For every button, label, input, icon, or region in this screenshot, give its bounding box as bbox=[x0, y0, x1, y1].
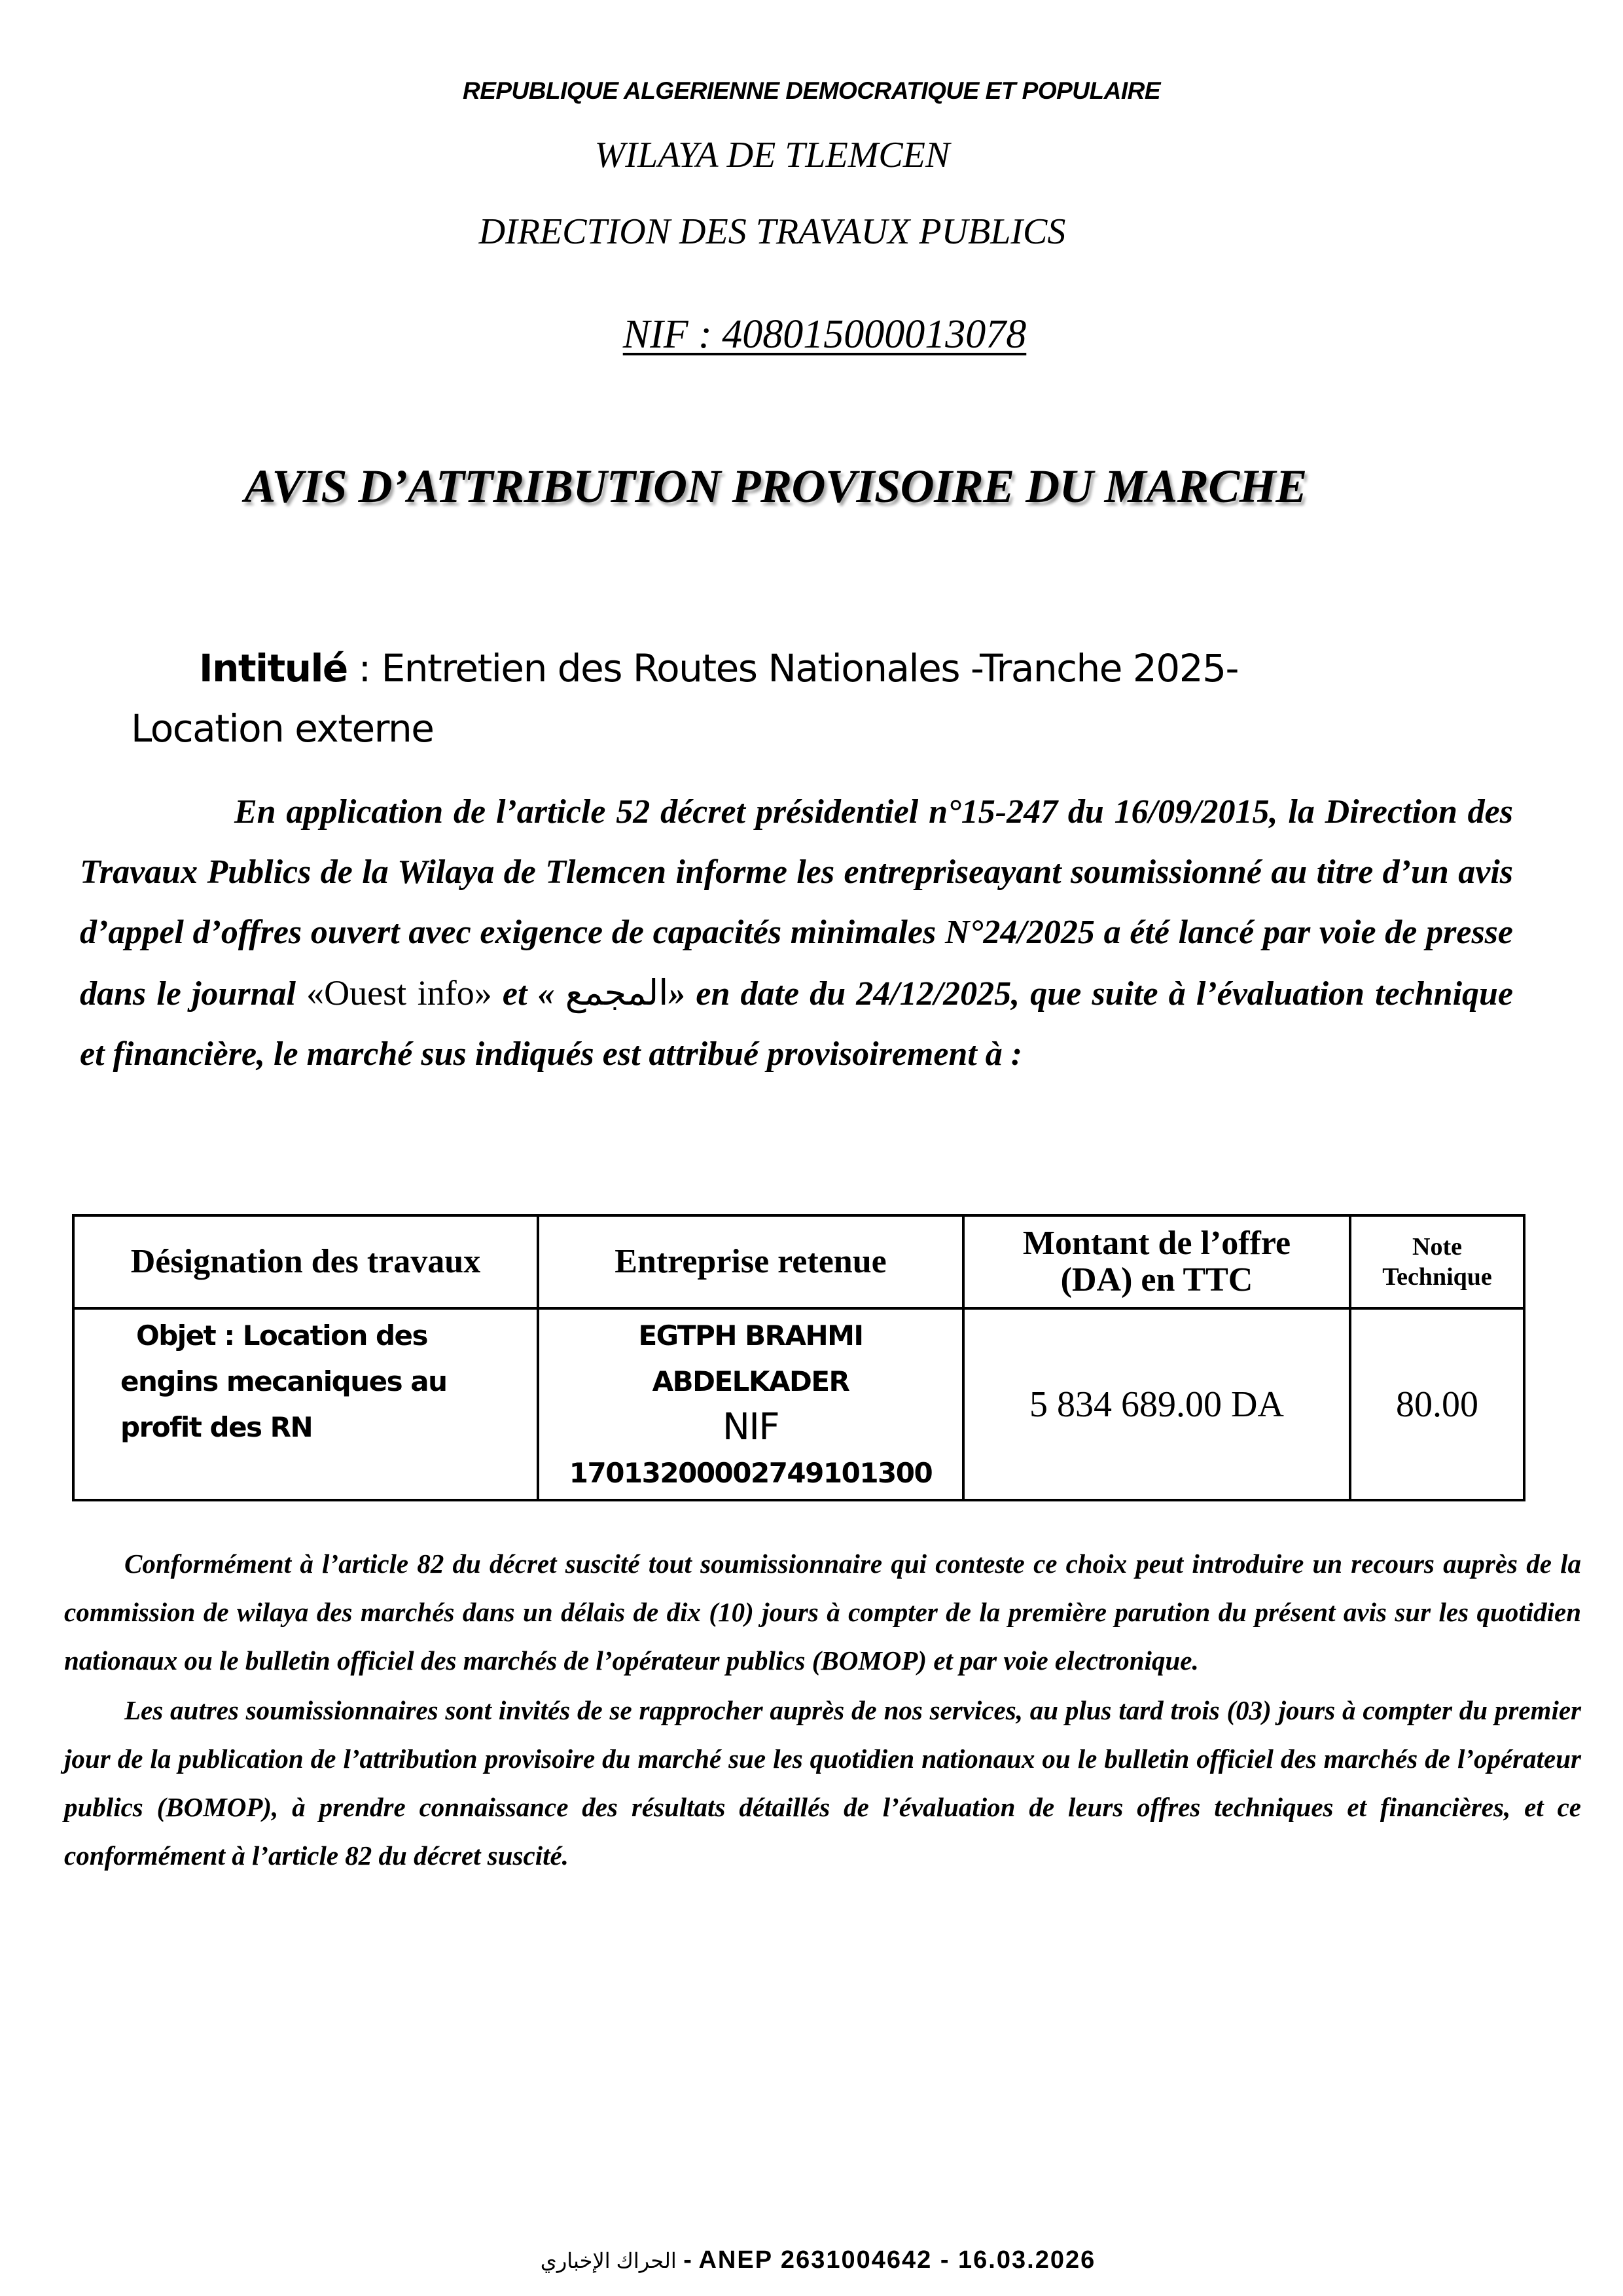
designation-line-1: Objet : Location des bbox=[136, 1319, 428, 1352]
wilaya-header: WILAYA DE TLEMCEN bbox=[594, 135, 950, 175]
header-entreprise: Entreprise retenue bbox=[538, 1215, 963, 1308]
table-header-row bbox=[73, 1215, 1524, 1308]
entreprise-line-1: EGTPH BRAHMI bbox=[638, 1319, 863, 1352]
intro-paragraph bbox=[80, 782, 1513, 1085]
direction-header: DIRECTION DES TRAVAUX PUBLICS bbox=[478, 211, 1066, 252]
header-montant-line-2: (DA) en TTC bbox=[1060, 1261, 1253, 1299]
recours-paragraph bbox=[64, 1539, 1581, 1685]
republic-header: REPUBLIQUE ALGERIENNE DEMOCRATIQUE ET POPULAIRE bbox=[462, 77, 1160, 104]
entreprise-nif-label: NIF bbox=[722, 1405, 779, 1448]
designation-spacer bbox=[120, 1450, 537, 1496]
header-montant bbox=[963, 1215, 1350, 1308]
designation-line-3: profit des RN bbox=[120, 1410, 313, 1443]
nif-header bbox=[602, 312, 1047, 358]
intitule-line-1 bbox=[131, 638, 1453, 698]
journal-name-1: «Ouest info» bbox=[306, 973, 492, 1013]
intitule-label: Intitulé bbox=[199, 646, 348, 691]
cell-entreprise bbox=[538, 1308, 963, 1500]
intro-part-2: et « bbox=[491, 975, 565, 1013]
nif-header-text: NIF : 408015000013078 bbox=[622, 312, 1027, 357]
header-note-line-2: Technique bbox=[1382, 1263, 1492, 1291]
document-title: AVIS D’ATTRIBUTION PROVISOIRE DU MARCHE bbox=[244, 460, 1307, 512]
recours-text: Conformément à l’article 82 du décret suscité tout soumissionnaire qui conteste ce choix peut introduire un recours auprès de la commission de wilaya des marchés dans un délais de dix (10) jours à compter de la première parution du présent avis sur les quotidien nationaux ou le bulletin officiel des marchés de l’opérateur publics (BOMOP) et par voie electronique. bbox=[64, 1549, 1581, 1676]
table-row bbox=[73, 1308, 1524, 1500]
autres-paragraph bbox=[64, 1686, 1581, 1880]
intro-part-3: » en date du 24/12/2025, que suite à l’évaluation technique et financière, le marché sus indiqués est attribué provisoirement à : bbox=[80, 975, 1514, 1073]
designation-line-2: engins mecaniques au bbox=[120, 1365, 447, 1397]
cell-designation bbox=[73, 1308, 538, 1500]
intro-part-1: En application de l’article 52 décret présidentiel n°15-247 du 16/09/2015, la Direction des Travaux Publics de la Wilaya de Tlemcen informe les entrepriseayant soumissionné au titre d’un avis d’appel d’offres ouvert avec exigence de capacités minimales N°24/2025 a été lancé par voie de presse dans le journal bbox=[80, 793, 1513, 1013]
header-montant-line-1: Montant de l’offre bbox=[1022, 1225, 1291, 1262]
results-table bbox=[72, 1214, 1525, 1501]
cell-montant: 5 834 689.00 DA bbox=[963, 1308, 1350, 1500]
footer-separator: - bbox=[676, 2246, 699, 2274]
intitule-separator: : bbox=[347, 646, 382, 691]
entreprise-nif: 17013200002749101300 bbox=[569, 1456, 933, 1489]
footer-arabic: الحراك الإخباري bbox=[540, 2249, 677, 2272]
header-note-line-1: Note bbox=[1412, 1233, 1462, 1261]
footer bbox=[458, 2246, 1178, 2274]
header-designation: Désignation des travaux bbox=[73, 1215, 538, 1308]
entreprise-line-2: ABDELKADER bbox=[652, 1365, 849, 1397]
journal-name-2: المجمع bbox=[565, 973, 669, 1013]
cell-note: 80.00 bbox=[1350, 1308, 1524, 1500]
header-note bbox=[1350, 1215, 1524, 1308]
footer-anep: ANEP 2631004642 - 16.03.2026 bbox=[698, 2246, 1096, 2274]
intitule-value-line-2: Location externe bbox=[131, 706, 434, 751]
intitule-value-line-1: Entretien des Routes Nationales -Tranche 2025- bbox=[381, 646, 1238, 691]
intitule-block bbox=[131, 638, 1453, 759]
autres-text: Les autres soumissionnaires sont invités de se rapprocher auprès de nos services, au plus tard trois (03) jours à compter du premier jour de la publication de l’attribution provisoire du marché sue les quotidien nationaux ou le bulletin officiel des marchés de l’opérateur publics (BOMOP), à prendre connaissance des résultats détaillés de l’évaluation de leurs offres techniques et financières, et ce conformément à l’article 82 du décret suscité. bbox=[64, 1695, 1581, 1871]
